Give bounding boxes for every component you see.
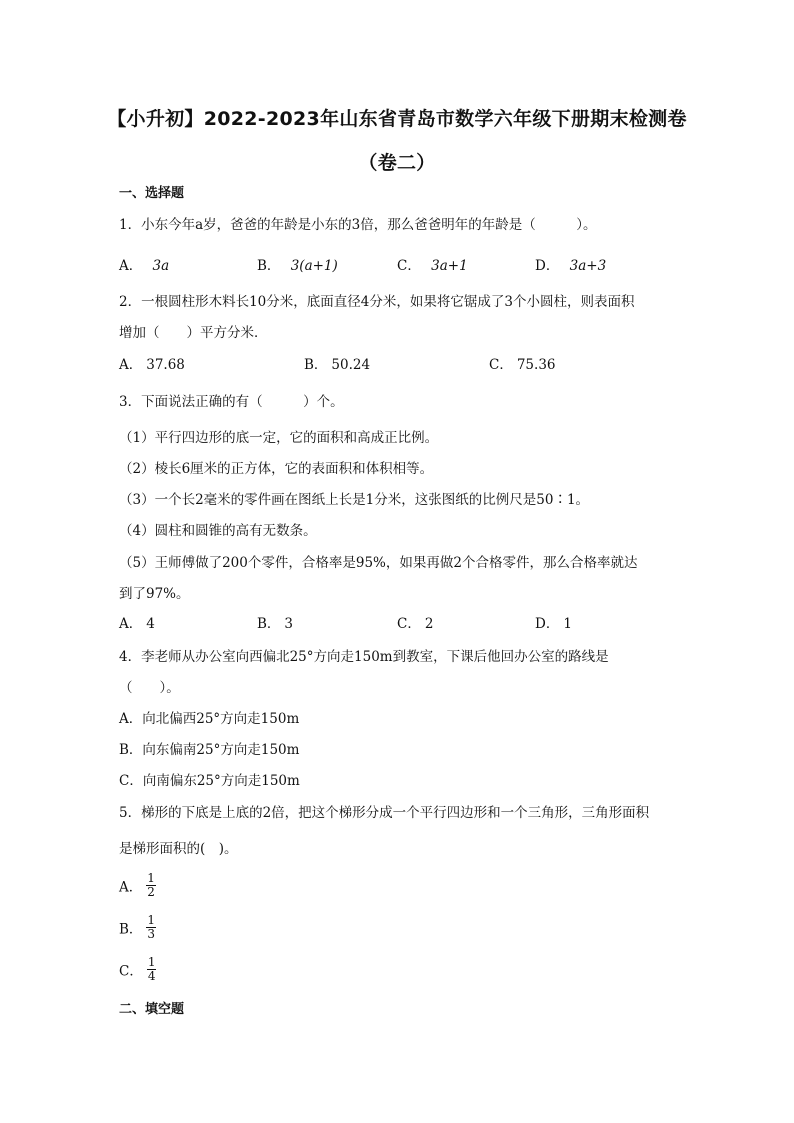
q5-option-b-denominator: 3 [147, 927, 156, 941]
page-title: 【小升初】2022-2023年山东省青岛市数学六年级下册期末检测卷 [107, 108, 687, 130]
q5-option-b-fraction [146, 914, 156, 941]
q2-option-a [119, 353, 185, 373]
q2-option-c-text: 75.36 [516, 357, 556, 373]
section-heading-fill: 二、填空题 [119, 1002, 185, 1017]
question-4-stem-line2: （ ）。 [119, 680, 180, 696]
q3-option-a-text: 4 [146, 616, 155, 632]
q3-statement-5: （5）王师傅做了200个零件，合格率是95%，如果再做2个合格零件，那么合格率就达 [119, 555, 638, 571]
q3-statement-5-cont: 到了97%。 [119, 586, 190, 602]
q1-option-c-text: 3a+1 [431, 258, 468, 274]
q4-option-a: A．向北偏西25°方向走150m [119, 711, 300, 727]
q3-option-a [119, 612, 155, 632]
question-3-stem: 3．下面说法正确的有（ ）个。 [119, 394, 344, 410]
q3-option-c-label: C． [397, 616, 421, 632]
q4-option-c: C．向南偏东25°方向走150m [119, 773, 300, 789]
q3-option-c [397, 612, 433, 632]
q5-option-a-numerator: 1 [147, 871, 155, 885]
q3-statement-2: （2）棱长6厘米的正方体，它的表面积和体积相等。 [119, 461, 434, 477]
q2-option-a-text: 37.68 [146, 357, 185, 373]
page-subtitle: （卷二） [358, 152, 436, 174]
q2-option-a-label: A． [119, 357, 143, 373]
q5-option-c-label: C． [119, 963, 143, 980]
q5-option-c [119, 956, 156, 983]
q1-option-a-text: 3a [152, 258, 170, 274]
q5-option-a-denominator: 2 [147, 885, 155, 899]
q3-option-d [535, 612, 572, 632]
q3-option-d-text: 1 [563, 616, 572, 632]
q5-option-b-label: B． [119, 921, 143, 938]
question-5-stem-line1: 5．梯形的下底是上底的2倍，把这个梯形分成一个平行四边形和一个三角形，三角形面积 [119, 805, 650, 821]
q1-option-c [397, 254, 468, 274]
q1-option-a [119, 254, 169, 274]
question-2-stem-line1: 2．一根圆柱形木料长10分米，底面直径4分米，如果将它锯成了3个小圆柱，则表面积 [119, 294, 635, 310]
q4-option-b: B．向东偏南25°方向走150m [119, 742, 300, 758]
q1-option-c-label: C． [397, 258, 421, 274]
q3-option-b-label: B． [257, 616, 281, 632]
question-5-stem-line2: 是梯形面积的( )。 [119, 841, 238, 857]
q1-option-b-label: B． [257, 258, 281, 274]
q5-option-c-numerator: 1 [147, 955, 156, 969]
q5-option-c-fraction [147, 956, 157, 983]
q2-option-c-label: C． [489, 357, 513, 373]
q1-option-d-text: 3a+3 [569, 258, 607, 274]
q2-option-b [304, 353, 370, 373]
q1-option-a-label: A． [119, 258, 143, 274]
q3-option-b-text: 3 [284, 616, 294, 632]
q2-option-b-label: B． [304, 357, 328, 373]
q3-statement-4: （4）圆柱和圆锥的高有无数条。 [119, 523, 317, 539]
q5-option-a [119, 872, 156, 899]
q2-option-c [489, 353, 556, 373]
section-heading-choice: 一、选择题 [119, 186, 185, 201]
q5-option-a-fraction [146, 872, 156, 899]
question-2-stem-line2: 增加（ ）平方分米． [119, 325, 268, 341]
q5-option-b-numerator: 1 [147, 913, 156, 927]
q3-option-c-text: 2 [424, 616, 434, 632]
question-4-stem-line1: 4．李老师从办公室向西偏北25°方向走150m到教室，下课后他回办公室的路线是 [119, 649, 609, 665]
q3-statement-3: （3）一个长2毫米的零件画在图纸上长是1分米，这张图纸的比例尺是50∶1。 [119, 492, 590, 508]
q3-option-b [257, 612, 293, 632]
q5-option-c-denominator: 4 [147, 969, 156, 983]
q1-option-d-label: D． [535, 258, 560, 274]
q3-option-a-label: A． [119, 616, 143, 632]
question-1-stem: 1．小东今年a岁，爸爸的年龄是小东的3倍，那么爸爸明年的年龄是（ ）。 [119, 217, 597, 233]
q1-option-b-text: 3(a+1) [290, 258, 338, 274]
q2-option-b-text: 50.24 [331, 357, 371, 373]
q1-option-d [535, 254, 606, 274]
q1-option-b [257, 254, 338, 274]
q3-option-d-label: D． [535, 616, 560, 632]
q5-option-b [119, 914, 156, 941]
q3-statement-1: （1）平行四边形的底一定，它的面积和高成正比例。 [119, 430, 439, 446]
q5-option-a-label: A． [119, 879, 143, 896]
